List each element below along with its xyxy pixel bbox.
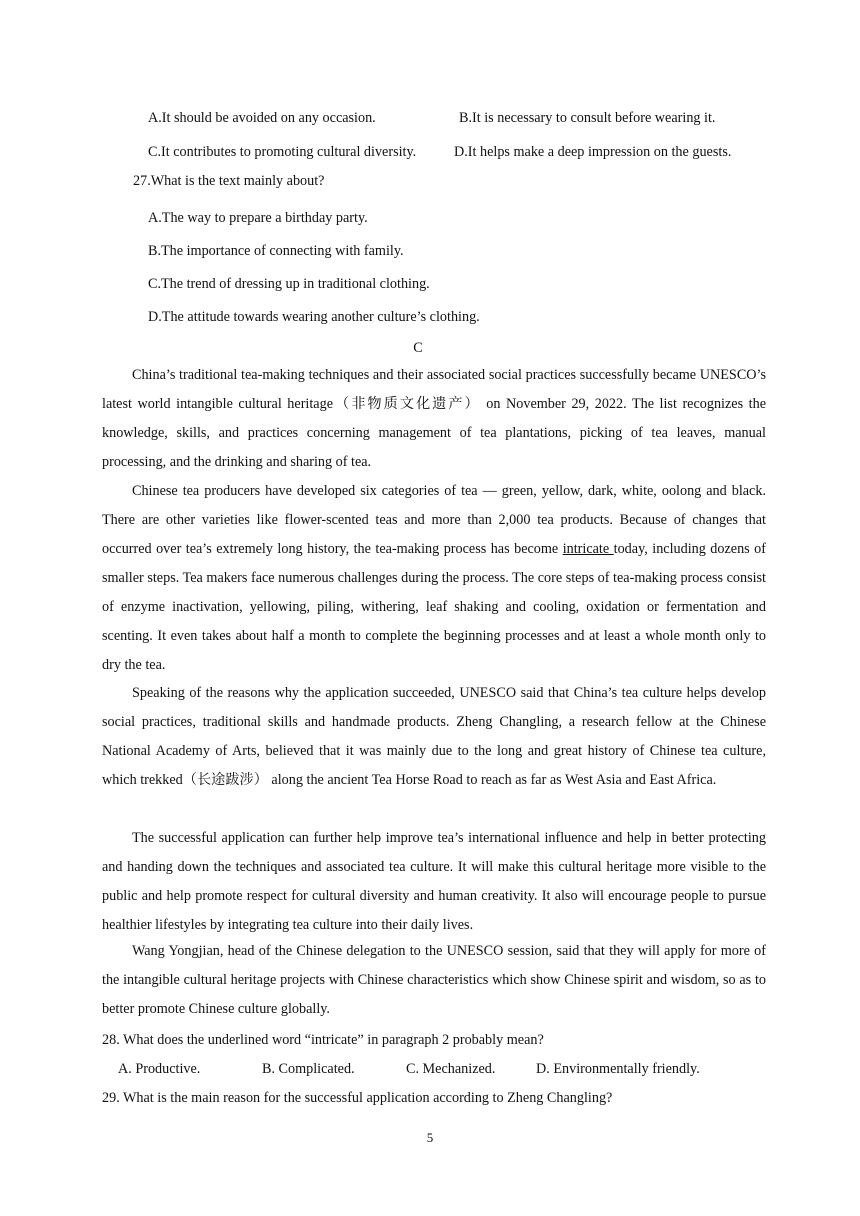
passage-paragraph-1: China’s traditional tea-making techniques and their associated social practices successfully became UNESCO’s latest world intangible cultural heritage（非物质文化遗产） on November 29, 2022. The list recognizes the knowledge, skills, and practices concerning management of tea plantations, picking of tea leaves, manual processing, and the drinking and sharing of tea.: [102, 367, 766, 470]
q27-option-d: D.The attitude towards wearing another culture’s clothing.: [148, 309, 480, 325]
underlined-word: intricate: [562, 541, 614, 557]
q28-question: 28. What does the underlined word “intricate” in paragraph 2 probably mean?: [102, 1032, 544, 1048]
q28-option-b: B. Complicated.: [262, 1061, 355, 1077]
q28-option-c: C. Mechanized.: [406, 1061, 496, 1077]
q27-option-b: B.The importance of connecting with family.: [148, 243, 404, 259]
q29-question: 29. What is the main reason for the successful application according to Zheng Changling?: [102, 1090, 613, 1106]
q26-option-d: D.It helps make a deep impression on the guests.: [454, 144, 732, 160]
q26-option-a: A.It should be avoided on any occasion.: [148, 110, 376, 126]
passage-paragraph-2: [102, 477, 766, 680]
section-heading: C: [413, 340, 423, 356]
q28-option-a: A. Productive.: [118, 1061, 201, 1077]
q27-question: 27.What is the text mainly about?: [133, 173, 325, 189]
q26-option-c: C.It contributes to promoting cultural diversity.: [148, 144, 417, 160]
q26-option-b: B.It is necessary to consult before wearing it.: [459, 110, 716, 126]
paragraph-2-text-after: today, including dozens of smaller steps. Tea makers face numerous challenges during the process. The core steps of tea-making process consist of enzyme inactivation, yellowing, piling, withering, leaf shaking and cooling, oxidation or fermentation and scenting. It even takes about half a month to complete the beginning processes and at least a whole month only to dry the tea.: [102, 541, 766, 673]
passage-paragraph-4: The successful application can further help improve tea’s international influence and help in better protecting and handing down the techniques and associated tea culture. It will make this cultural heritage more visible to the public and help promote respect for cultural diversity and human creativity. It also will encourage people to pursue healthier lifestyles by integrating tea culture into their daily lives.: [102, 830, 766, 933]
paragraph-2-text-before: Chinese tea producers have developed six categories of tea — green, yellow, dark, white, oolong and black. There are other varieties like flower-scented teas and more than 2,000 tea products. Because of changes that occurred over tea’s extremely long history, the tea-making process has become: [102, 483, 766, 557]
page-number: 5: [426, 1130, 434, 1145]
passage-paragraph-3: Speaking of the reasons why the application succeeded, UNESCO said that China’s tea culture helps develop social practices, traditional skills and handmade products. Zheng Changling, a research fellow at the Chinese National Academy of Arts, believed that it was mainly due to the long and great history of Chinese tea culture, which trekked（长途跋涉） along the ancient Tea Horse Road to reach as far as West Asia and East Africa.: [102, 685, 766, 788]
q27-option-c: C.The trend of dressing up in traditional clothing.: [148, 276, 430, 292]
q27-option-a: A.The way to prepare a birthday party.: [148, 210, 368, 226]
passage-paragraph-5: Wang Yongjian, head of the Chinese delegation to the UNESCO session, said that they will apply for more of the intangible cultural heritage projects with Chinese characteristics which show Chinese spirit and wisdom, so as to better promote Chinese culture globally.: [102, 943, 766, 1017]
q28-option-d: D. Environmentally friendly.: [536, 1061, 700, 1077]
